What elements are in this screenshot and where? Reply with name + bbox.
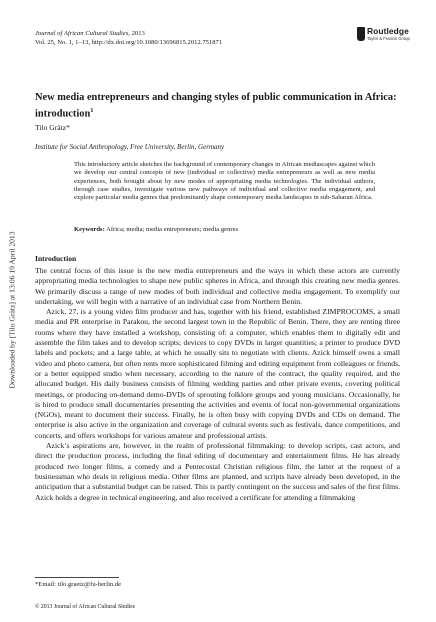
keywords-label: Keywords: xyxy=(74,226,105,233)
article-title xyxy=(35,92,400,121)
body-text xyxy=(35,266,400,503)
publisher-wordmark xyxy=(367,27,410,41)
author-email-footnote: *Email: tilo.graetz@fu-berlin.de xyxy=(35,581,122,588)
body-paragraph: Azick’s aspirations are, however, in the realm of professional filmmaking: to develop scripts, cast actors, and direct the production process, including the final editing of documentary and entertainment films. He has already produced two longer films, a comedy and a Pentecostal Christian religious film, the latter at the request of a businessman who deals in religious media. Other films are planned, and scripts have already been developed, in the anticipation that a substantial budget can be raised. This is partly contingent on the success and sales of the first films. Azick holds a degree in technical engineering, and also received a certificate for attending a filmmaking xyxy=(35,441,400,502)
title-footnote-mark[interactable]: 1 xyxy=(90,106,94,114)
download-stamp xyxy=(4,160,20,460)
author-affiliation: Institute for Social Anthropology, Free University, Berlin, Germany xyxy=(35,143,225,151)
journal-citation[interactable]: Vol. 25, No. 1, 1–13, http://dx.doi.org/10.1080/13696815.2012.751871 xyxy=(35,38,223,46)
keywords xyxy=(74,226,375,234)
journal-year: , 2013 xyxy=(128,30,145,37)
publisher-subbrand: Taylor & Francis Group xyxy=(367,36,410,41)
copyright-notice: © 2013 Journal of African Cultural Studies xyxy=(35,604,136,610)
article-author: Tilo Grätz* xyxy=(35,123,70,132)
body-paragraph: The central focus of this issue is the new media entrepreneurs and the ways in which these actors are currently appropriating media technologies to shape new public spheres in Africa, and through this creating new media genres. We primarily discuss a range of new modes of both individual and collective media engagement. To exemplify our undertaking, we will begin with a narrative of an individual case from Northern Benin. xyxy=(35,266,400,306)
article-title-text: New media entrepreneurs and changing styles of public communication in Africa: introduction xyxy=(35,92,397,120)
section-heading-introduction: Introduction xyxy=(35,254,77,263)
keywords-list: Africa; media; media entrepreneurs; media genres xyxy=(104,226,239,233)
footnote-divider xyxy=(35,577,119,578)
journal-header xyxy=(35,30,222,47)
download-stamp-text: Downloaded by [Tilo Grätz] at 13:06 19 April 2013 xyxy=(7,231,17,389)
abstract: This introductory article sketches the background of contemporary changes in African mediascapes against which we develop our central concepts of new (individual or collective) media entrepreneurs as well as new media experiences, both brought about by new modes of appropriating media technologies. The individual authors, through case studies, investigate various new pathways of individual and collective media engagement, and explore particular media genres that predominantly shape contemporary media landscapes in sub-Saharan Africa. xyxy=(74,161,375,202)
body-paragraph: Azick, 27, is a young video film producer and has, together with his friend, established ZIMPROCOMS, a small media and PR enterprise in Parakou, the second largest town in the Republic of Benin. There, they are renting three rooms where they have installed a workshop, consisting of: a computer, which enables them to digitally edit and assemble the film takes and to develop scripts; devices to copy DVDs in larger quantities; a printer to produce DVD labels and pockets; and a large table, at which he usually sits to negotiate with clients. Azick himself owns a small video and photo camera, but often rents more sophisticated filming and editing equipment from colleagues or friends, or a better equipped studio when necessary, according to the nature of the contract, the quality required, and the allocated budget. His daily business consists of filming wedding parties and other private events, covering political meetings, or producing on-demand demo-DVDs of sprouting folklore groups and young musicians. Occasionally, he is hired to produce small documentaries presenting the activities and events of local non-governmental organizations (NGOs), meant to document their success. Finally, he is often busy with copying DVDs and CDs on demand. The enterprise is also active in the organization and coverage of cultural events such as festivals, dance competitions, and concerts, and offers workshops for various amateur and professional artists. xyxy=(35,307,400,440)
publisher-brand: Routledge xyxy=(367,26,409,36)
publisher-logo xyxy=(357,27,410,41)
journal-title-line xyxy=(35,30,222,39)
journal-name: Journal of African Cultural Studies xyxy=(35,30,129,37)
routledge-logo-mark-icon xyxy=(357,27,365,41)
